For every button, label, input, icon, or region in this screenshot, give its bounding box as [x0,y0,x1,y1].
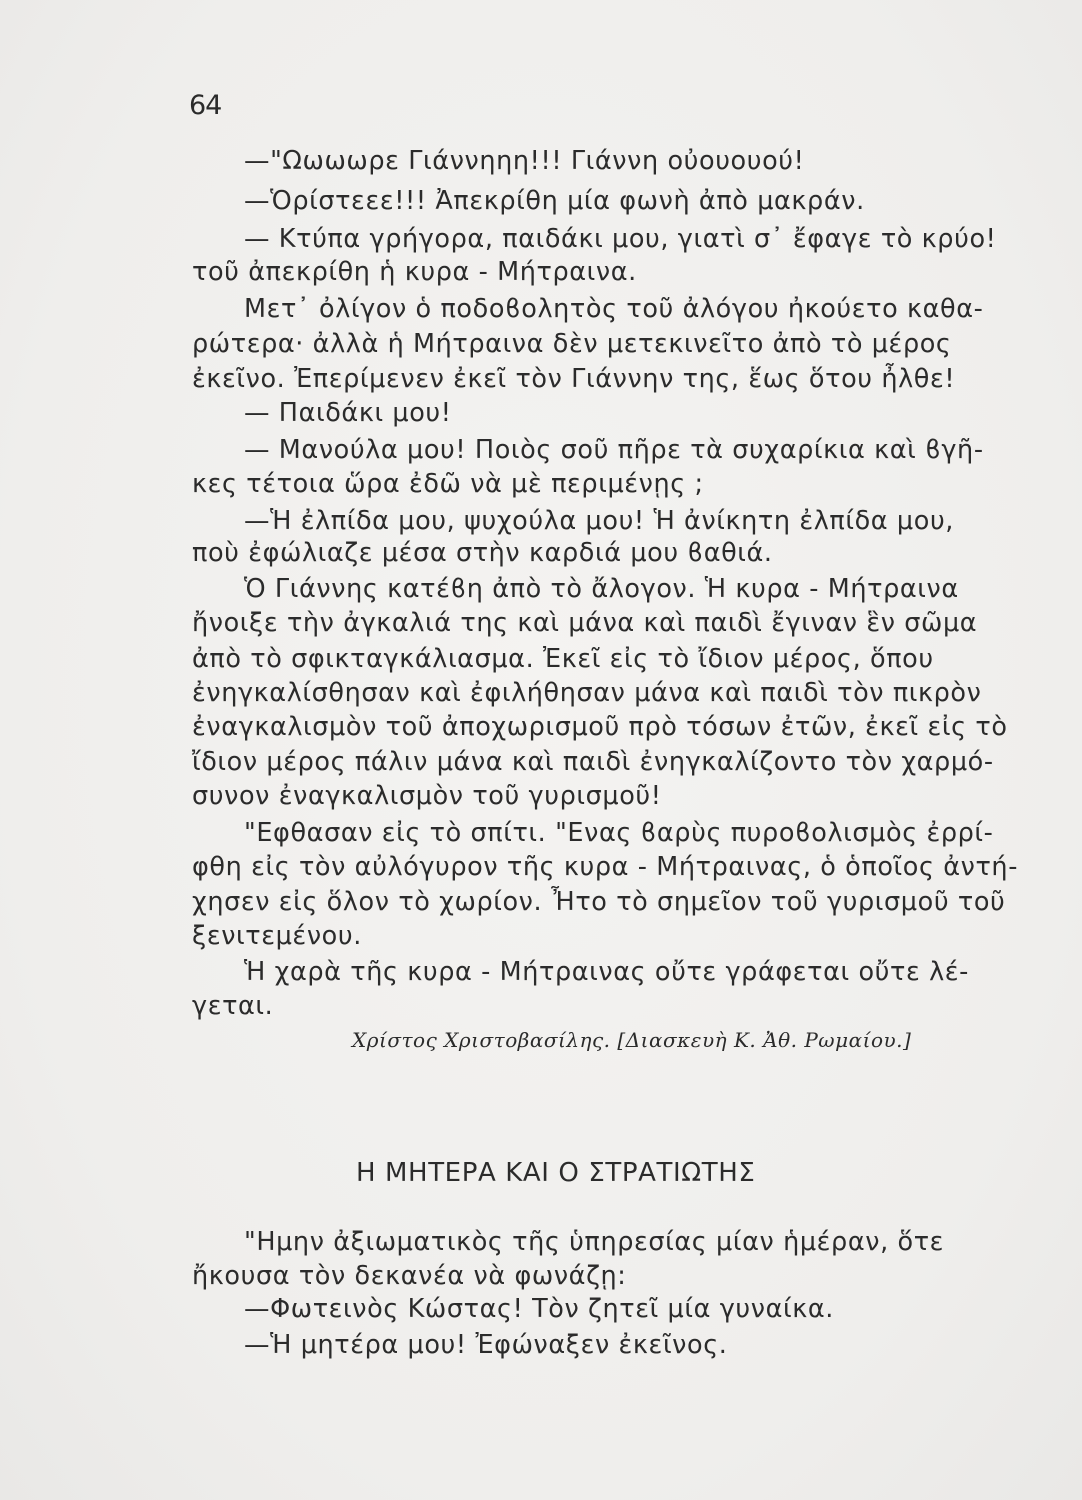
text-line: "Ημην ἀξιωματικὸς τῆς ὑπηρεσίας μίαν ἡμέραν, ὅτε [244,1227,945,1257]
text-line: ἐνηγκαλίσθησαν καὶ ἐφιλήθησαν μάνα καὶ παιδὶ τὸν πικρὸν [192,678,982,708]
text-line: —Φωτεινὸς Κώστας! Τὸν ζητεῖ μία γυναίκα. [244,1294,834,1324]
text-line: —Ὁρίστεεε!!! Ἀπεκρίθη μία φωνὴ ἀπὸ μακράν. [244,186,865,216]
author-attribution: Χρίστος Χριστοβασίλης. [Διασκευὴ Κ. Ἀθ. Ρωμαίου.] [352,1028,912,1052]
text-line: ἐκεῖνο. Ἐπερίμενεν ἐκεῖ τὸν Γιάννην της, ἕως ὅτου ἦλθε! [192,364,956,394]
text-line: ἀπὸ τὸ σφικταγκάλιασμα. Ἐκεῖ εἰς τὸ ἴδιον μέρος, ὅπου [192,644,934,674]
section-title: Η ΜΗΤΕΡΑ ΚΑΙ Ο ΣΤΡΑΤΙΩΤΗΣ [356,1158,756,1188]
text-line: —"Ωωωωρε Γιάννηηη!!! Γιάννη οὐουουού! [244,146,805,176]
text-line: — Μανούλα μου! Ποιὸς σοῦ πῆρε τὰ συχαρίκια καὶ ϐγῆ- [244,435,984,465]
text-line: ρώτερα· ἀλλὰ ἡ Μήτραινα δὲν μετεκινεῖτο ἀπὸ τὸ μέρος [192,329,952,359]
text-line: τοῦ ἀπεκρίθη ἡ κυρα - Μήτραινα. [192,257,637,287]
text-line: ἤνοιξε τὴν ἀγκαλιά της καὶ μάνα καὶ παιδὶ ἔγιναν ἓν σῶμα [192,608,978,638]
text-line: ἴδιον μέρος πάλιν μάνα καὶ παιδὶ ἐνηγκαλίζοντο τὸν χαρμό- [192,747,994,777]
text-line: φθη εἰς τὸν αὐλόγυρον τῆς κυρα - Μήτραινας, ὁ ὁποῖος ἀντή- [192,852,1018,882]
text-line: — Κτύπα γρήγορα, παιδάκι μου, γιατὶ σ᾿ ἔφαγε τὸ κρύο! [244,224,997,254]
text-line: χησεν εἰς ὅλον τὸ χωρίον. Ἦτο τὸ σημεῖον τοῦ γυρισμοῦ τοῦ [192,887,1006,917]
page-number: 64 [189,90,222,121]
text-line: —Ἡ μητέρα μου! Ἐφώναξεν ἐκεῖνος. [244,1330,728,1360]
text-line: γεται. [192,991,274,1021]
text-line: Ὁ Γιάννης κατέϐη ἀπὸ τὸ ἄλογον. Ἡ κυρα - Μήτραινα [244,574,959,604]
text-line: ἤκουσα τὸν δεκανέα νὰ φωνάζῃ: [192,1261,627,1291]
text-line: — Παιδάκι μου! [244,398,452,428]
text-line: —Ἡ ἐλπίδα μου, ψυχούλα μου! Ἡ ἀνίκητη ἐλπίδα μου, [244,506,955,536]
text-line: κες τέτοια ὥρα ἐδῶ νὰ μὲ περιμένῃς ; [192,469,704,499]
text-line: Μετ᾿ ὀλίγον ὁ ποδοϐολητὸς τοῦ ἀλόγου ἠκούετο καθα- [244,294,984,324]
text-line: "Εφθασαν εἰς τὸ σπίτι. "Ενας ϐαρὺς πυροϐολισμὸς ἐρρί- [244,818,994,848]
text-line: ποὺ ἐφώλιαζε μέσα στὴν καρδιά μου ϐαθιά. [192,538,773,568]
text-line: Ἡ χαρὰ τῆς κυρα - Μήτραινας οὔτε γράφεται οὔτε λέ- [244,957,969,987]
text-line: ξενιτεμένου. [192,921,362,951]
text-line: ἐναγκαλισμὸν τοῦ ἀποχωρισμοῦ πρὸ τόσων ἐτῶν, ἐκεῖ εἰς τὸ [192,712,1008,742]
text-line: συνον ἐναγκαλισμὸν τοῦ γυρισμοῦ! [192,781,662,811]
